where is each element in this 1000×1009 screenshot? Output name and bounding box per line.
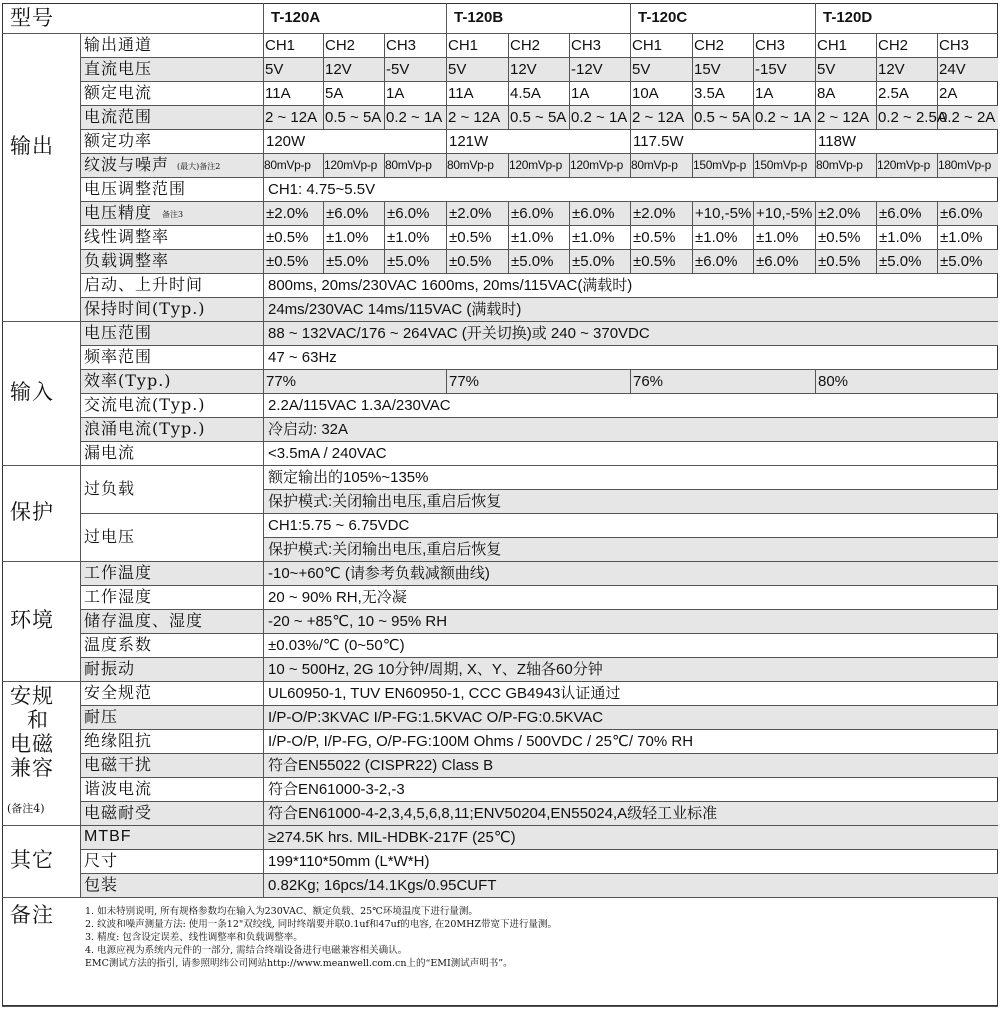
spec-value: 符合EN55022 (CISPR22) Class B bbox=[268, 757, 494, 774]
row-label: 过负载 bbox=[84, 479, 136, 498]
spec-value: 11A bbox=[448, 85, 474, 102]
spec-value: 保护模式:关闭输出电压,重启后恢复 bbox=[268, 493, 502, 510]
spec-value: CH3 bbox=[755, 37, 786, 54]
spec-value: 0.5 ~ 5A bbox=[694, 109, 751, 126]
row-label: 尺寸 bbox=[84, 851, 119, 870]
spec-value: 120mVp-p bbox=[509, 158, 562, 172]
grid-line-h bbox=[80, 297, 998, 298]
row-label: 启动、上升时间 bbox=[84, 275, 204, 294]
row-label: 工作湿度 bbox=[84, 587, 153, 606]
spec-value: ≥274.5K hrs. MIL-HDBK-217F (25℃) bbox=[268, 829, 516, 846]
spec-value: CH1 bbox=[265, 37, 296, 54]
section-label-safety: 和 bbox=[27, 708, 49, 732]
row-label: 温度系数 bbox=[84, 635, 153, 654]
spec-value: 80mVp-p bbox=[816, 158, 863, 172]
row-shading bbox=[80, 417, 998, 441]
row-label: 谐波电流 bbox=[84, 779, 153, 798]
row-label: 储存温度、湿度 bbox=[84, 611, 204, 630]
spec-value: 10 ~ 500Hz, 2G 10分钟/周期, X、Y、Z轴各60分钟 bbox=[268, 661, 603, 678]
grid-line-h bbox=[2, 321, 998, 322]
section-label-output: 输出 bbox=[10, 134, 54, 158]
section-label-safety: 兼容 bbox=[10, 756, 54, 780]
note-ref: (最大)备注2 bbox=[177, 162, 221, 171]
spec-value: 76% bbox=[633, 373, 664, 390]
spec-value: CH2 bbox=[878, 37, 909, 54]
spec-value: CH2 bbox=[510, 37, 541, 54]
spec-value: 117.5W bbox=[633, 133, 684, 150]
spec-value: 199*110*50mm (L*W*H) bbox=[268, 853, 430, 870]
grid-line-h bbox=[80, 201, 998, 202]
spec-value: ±6.0% bbox=[756, 253, 799, 270]
row-label: 耐振动 bbox=[84, 659, 136, 678]
grid-line-v bbox=[508, 201, 509, 273]
spec-value: 1A bbox=[571, 85, 590, 102]
row-label: 效率(Typ.) bbox=[84, 371, 172, 390]
grid-line-v bbox=[692, 33, 693, 129]
row-label: 浪涌电流(Typ.) bbox=[84, 419, 206, 438]
spec-value: 5V bbox=[265, 61, 284, 78]
spec-value: ±0.5% bbox=[633, 253, 676, 270]
spec-value: ±0.5% bbox=[266, 253, 309, 270]
grid-line-h bbox=[80, 177, 998, 178]
spec-value: 24V bbox=[939, 61, 966, 78]
grid-line-h bbox=[80, 57, 998, 58]
spec-value: -15V bbox=[755, 61, 787, 78]
spec-value: CH1:5.75 ~ 6.75VDC bbox=[268, 517, 410, 534]
spec-value: 10A bbox=[632, 85, 659, 102]
model-name: T-120D bbox=[823, 9, 873, 26]
spec-value: 80mVp-p bbox=[447, 158, 494, 172]
spec-value: 150mVp-p bbox=[693, 158, 746, 172]
spec-value: CH3 bbox=[939, 37, 970, 54]
grid-line-v bbox=[446, 369, 447, 393]
spec-value: 额定输出的105%~135% bbox=[268, 469, 429, 486]
spec-value: 0.2 ~ 2.5A bbox=[878, 109, 947, 126]
note-line: 4. 电源应视为系统内元件的一部分, 需结合终端设备进行电磁兼容相关确认。 bbox=[85, 945, 408, 956]
spec-value: I/P-O/P, I/P-FG, O/P-FG:100M Ohms / 500VDC / 25℃/ 70% RH bbox=[268, 733, 694, 750]
row-label: 电压范围 bbox=[84, 323, 153, 342]
row-shading bbox=[80, 825, 998, 849]
grid-line-v bbox=[569, 201, 570, 273]
header-label: 型号 bbox=[10, 6, 54, 30]
note-line: 3. 精度: 包含设定误差、线性调整率和负载调整率。 bbox=[85, 932, 303, 943]
row-label: 线性调整率 bbox=[84, 227, 170, 246]
spec-value: 0.82Kg; 16pcs/14.1Kgs/0.95CUFT bbox=[268, 877, 497, 894]
grid-line-v bbox=[508, 33, 509, 129]
spec-value: ±6.0% bbox=[326, 205, 369, 222]
grid-line-v bbox=[937, 201, 938, 273]
grid-line-v bbox=[753, 33, 754, 129]
spec-value: 冷启动: 32A bbox=[268, 421, 349, 438]
spec-value: 80mVp-p bbox=[264, 158, 311, 172]
spec-value: CH1 bbox=[448, 37, 479, 54]
row-shading bbox=[80, 297, 998, 321]
spec-value: 2.2A/115VAC 1.3A/230VAC bbox=[268, 397, 451, 414]
spec-value: -5V bbox=[386, 61, 410, 78]
row-label: 漏电流 bbox=[84, 443, 136, 462]
grid-line-v bbox=[630, 201, 631, 273]
model-name: T-120A bbox=[271, 9, 321, 26]
spec-value: 120mVp-p bbox=[324, 158, 377, 172]
spec-value: 20 ~ 90% RH,无冷凝 bbox=[268, 589, 407, 606]
row-label: 电流范围 bbox=[84, 107, 153, 126]
spec-value: CH3 bbox=[571, 37, 602, 54]
note-line: EMC测试方法的指引, 请参照明纬公司网站http://www.meanwell.com.cn上的“EMI测试声明书”。 bbox=[85, 958, 513, 969]
spec-value: -10~+60℃ (请参考负载减额曲线) bbox=[268, 565, 490, 582]
row-label: 交流电流(Typ.) bbox=[84, 395, 206, 414]
spec-value: ±6.0% bbox=[387, 205, 430, 222]
row-label: 输出通道 bbox=[84, 35, 153, 54]
grid-line-h bbox=[80, 129, 998, 130]
spec-value: ±5.0% bbox=[940, 253, 983, 270]
spec-value: 符合EN61000-4-2,3,4,5,6,8,11;ENV50204,EN55024,A级轻工业标准 bbox=[268, 805, 718, 822]
grid-line-h bbox=[80, 777, 998, 778]
spec-value: 80mVp-p bbox=[631, 158, 678, 172]
spec-value: ±1.0% bbox=[756, 229, 799, 246]
section-label-safety: 电磁 bbox=[10, 732, 54, 756]
spec-value: ±2.0% bbox=[633, 205, 676, 222]
row-label: 电磁干扰 bbox=[84, 755, 153, 774]
spec-value: 5V bbox=[448, 61, 467, 78]
spec-value: ±2.0% bbox=[266, 205, 309, 222]
row-shading bbox=[80, 873, 998, 897]
spec-value: ±5.0% bbox=[879, 253, 922, 270]
spec-value: ±6.0% bbox=[879, 205, 922, 222]
grid-line-v bbox=[815, 369, 816, 393]
section-label-notes: 备注 bbox=[10, 903, 54, 927]
grid-line-h bbox=[80, 729, 998, 730]
spec-value: +10,-5% bbox=[695, 205, 752, 222]
row-label: 电压精度 bbox=[84, 203, 153, 222]
grid-line-v bbox=[876, 33, 877, 129]
grid-line-h bbox=[80, 33, 998, 34]
grid-line-h bbox=[263, 537, 998, 538]
spec-value: ±1.0% bbox=[511, 229, 554, 246]
grid-line-h bbox=[80, 633, 998, 634]
section-label-safety: 安规 bbox=[10, 684, 54, 708]
row-label: 频率范围 bbox=[84, 347, 153, 366]
spec-value: 120mVp-p bbox=[877, 158, 930, 172]
spec-value: 0.5 ~ 5A bbox=[510, 109, 567, 126]
grid-line-h bbox=[80, 153, 998, 154]
grid-line-v bbox=[753, 201, 754, 273]
spec-value: ±6.0% bbox=[572, 205, 615, 222]
spec-value: 5V bbox=[632, 61, 651, 78]
note-line: 2. 纹波和噪声测量方法: 使用一条12"双绞线, 同时终端要并联0.1uf和47uf的电容, 在20MHZ带宽下进行量测。 bbox=[85, 919, 558, 930]
model-name: T-120C bbox=[638, 9, 688, 26]
spec-value: 1A bbox=[755, 85, 774, 102]
spec-value: ±6.0% bbox=[511, 205, 554, 222]
spec-value: ±5.0% bbox=[387, 253, 430, 270]
spec-value: ±0.5% bbox=[266, 229, 309, 246]
grid-line-v bbox=[815, 201, 816, 273]
grid-line-h bbox=[80, 513, 998, 514]
spec-value: 24ms/230VAC 14ms/115VAC (满载时) bbox=[268, 301, 522, 318]
row-shading bbox=[80, 753, 998, 777]
spec-value: -12V bbox=[571, 61, 603, 78]
grid-line-v bbox=[384, 201, 385, 273]
spec-value: 121W bbox=[449, 133, 489, 150]
grid-line-h bbox=[80, 609, 998, 610]
spec-value: 5V bbox=[817, 61, 836, 78]
grid-line-h bbox=[80, 801, 998, 802]
spec-value: ±0.5% bbox=[633, 229, 676, 246]
grid-line-h bbox=[80, 369, 998, 370]
row-label: 工作温度 bbox=[84, 563, 153, 582]
grid-line-v bbox=[692, 201, 693, 273]
spec-value: CH2 bbox=[694, 37, 725, 54]
row-label: 过电压 bbox=[84, 527, 136, 546]
spec-value: ±0.5% bbox=[818, 229, 861, 246]
grid-line-h bbox=[2, 1006, 998, 1007]
spec-value: +10,-5% bbox=[756, 205, 813, 222]
spec-value: 1A bbox=[386, 85, 405, 102]
grid-line-v bbox=[569, 33, 570, 129]
spec-value: 120mVp-p bbox=[570, 158, 623, 172]
grid-line-v bbox=[263, 3, 264, 897]
grid-line-h bbox=[80, 657, 998, 658]
spec-value: ±5.0% bbox=[511, 253, 554, 270]
spec-value: I/P-O/P:3KVAC I/P-FG:1.5KVAC O/P-FG:0.5KVAC bbox=[268, 709, 604, 726]
grid-line-v bbox=[323, 33, 324, 129]
spec-value: 800ms, 20ms/230VAC 1600ms, 20ms/115VAC(满载时) bbox=[268, 277, 633, 294]
spec-value: ±5.0% bbox=[326, 253, 369, 270]
spec-value: 12V bbox=[510, 61, 537, 78]
spec-value: 120W bbox=[266, 133, 306, 150]
spec-value: ±1.0% bbox=[879, 229, 922, 246]
row-label: 额定功率 bbox=[84, 131, 153, 150]
section-label-environment: 环境 bbox=[10, 608, 54, 632]
spec-value: 11A bbox=[265, 85, 291, 102]
spec-value: 77% bbox=[266, 373, 297, 390]
row-shading bbox=[80, 369, 998, 393]
spec-value: ±1.0% bbox=[695, 229, 738, 246]
spec-value: 47 ~ 63Hz bbox=[268, 349, 337, 366]
grid-line-h bbox=[2, 681, 998, 682]
spec-value: ±1.0% bbox=[387, 229, 430, 246]
row-label: MTBF bbox=[84, 828, 132, 845]
spec-value: CH1 bbox=[632, 37, 663, 54]
spec-value: CH2 bbox=[325, 37, 356, 54]
grid-line-h bbox=[80, 345, 998, 346]
spec-value: 5A bbox=[325, 85, 344, 102]
spec-value: 0.5 ~ 5A bbox=[325, 109, 382, 126]
row-shading bbox=[80, 57, 998, 81]
spec-value: 180mVp-p bbox=[938, 158, 991, 172]
spec-value: 保护模式:关闭输出电压,重启后恢复 bbox=[268, 541, 502, 558]
spec-value: 150mVp-p bbox=[754, 158, 807, 172]
grid-line-h bbox=[80, 105, 998, 106]
spec-value: ±1.0% bbox=[572, 229, 615, 246]
spec-value: ±0.5% bbox=[449, 229, 492, 246]
row-shading bbox=[80, 609, 998, 633]
grid-line-v bbox=[446, 129, 447, 153]
spec-value: <3.5mA / 240VAC bbox=[268, 445, 387, 462]
grid-line-v bbox=[630, 369, 631, 393]
spec-value: ±6.0% bbox=[940, 205, 983, 222]
grid-line-h bbox=[80, 585, 998, 586]
spec-value: 12V bbox=[878, 61, 905, 78]
spec-value: 0.2 ~ 1A bbox=[571, 109, 628, 126]
note-ref: 备注3 bbox=[162, 210, 184, 219]
spec-value: 2 ~ 12A bbox=[632, 109, 685, 126]
row-label: 耐压 bbox=[84, 707, 119, 726]
spec-value: 80mVp-p bbox=[385, 158, 432, 172]
spec-value: CH1 bbox=[817, 37, 848, 54]
spec-value: 2.5A bbox=[878, 85, 909, 102]
row-label: 额定电流 bbox=[84, 83, 153, 102]
spec-value: 3.5A bbox=[694, 85, 725, 102]
row-label: 负载调整率 bbox=[84, 251, 170, 270]
note-ref: (备注4) bbox=[7, 802, 45, 815]
spec-value: -20 ~ +85℃, 10 ~ 95% RH bbox=[268, 613, 448, 630]
spec-value: 8A bbox=[817, 85, 836, 102]
row-label: 电压调整范围 bbox=[84, 179, 187, 198]
grid-line-h bbox=[80, 81, 998, 82]
note-line: 1. 如未特别说明, 所有规格参数均在输入为230VAC、额定负载、25℃环境温度下进行量测。 bbox=[85, 906, 478, 917]
spec-value: ±0.5% bbox=[818, 253, 861, 270]
spec-value: 77% bbox=[449, 373, 480, 390]
section-label-input: 输入 bbox=[10, 380, 54, 404]
spec-value: 0.2 ~ 1A bbox=[755, 109, 812, 126]
grid-line-h bbox=[80, 753, 998, 754]
grid-line-h bbox=[2, 825, 998, 826]
spec-value: 0.2 ~ 2A bbox=[939, 109, 996, 126]
spec-value: 15V bbox=[694, 61, 721, 78]
spec-value: ±5.0% bbox=[572, 253, 615, 270]
grid-line-v bbox=[630, 129, 631, 153]
model-name: T-120B bbox=[454, 9, 504, 26]
grid-line-h bbox=[80, 393, 998, 394]
row-label: 直流电压 bbox=[84, 59, 153, 78]
spec-value: 4.5A bbox=[510, 85, 541, 102]
spec-value: ±0.5% bbox=[449, 253, 492, 270]
grid-line-h bbox=[80, 273, 998, 274]
grid-line-h bbox=[2, 465, 998, 466]
row-label: 安全规范 bbox=[84, 683, 153, 702]
spec-value: 符合EN61000-3-2,-3 bbox=[268, 781, 405, 798]
row-label: 绝缘阻抗 bbox=[84, 731, 153, 750]
spec-value: 2 ~ 12A bbox=[448, 109, 501, 126]
row-label: 电磁耐受 bbox=[84, 803, 153, 822]
spec-value: CH3 bbox=[386, 37, 417, 54]
grid-line-v bbox=[80, 33, 81, 897]
spec-value: 2 ~ 12A bbox=[265, 109, 318, 126]
spec-value: 0.2 ~ 1A bbox=[386, 109, 443, 126]
grid-line-h bbox=[2, 897, 998, 898]
spec-value: 118W bbox=[818, 133, 857, 150]
spec-value: ±1.0% bbox=[326, 229, 369, 246]
spec-value: ±2.0% bbox=[818, 205, 861, 222]
grid-line-h bbox=[80, 249, 998, 250]
grid-line-h bbox=[263, 489, 998, 490]
spec-value: CH1: 4.75~5.5V bbox=[268, 181, 376, 198]
grid-line-h bbox=[80, 225, 998, 226]
grid-line-v bbox=[876, 201, 877, 273]
spec-value: ±6.0% bbox=[695, 253, 738, 270]
spec-value: 88 ~ 132VAC/176 ~ 264VAC (开关切换)或 240 ~ 370VDC bbox=[268, 325, 650, 342]
spec-value: ±1.0% bbox=[940, 229, 983, 246]
grid-line-v bbox=[446, 201, 447, 273]
grid-line-v bbox=[384, 33, 385, 129]
spec-value: 80% bbox=[818, 373, 849, 390]
grid-line-h bbox=[80, 705, 998, 706]
spec-value: 2A bbox=[939, 85, 958, 102]
spec-value: ±0.03%/℃ (0~50℃) bbox=[268, 637, 405, 654]
row-shading bbox=[80, 561, 998, 585]
spec-value: UL60950-1, TUV EN60950-1, CCC GB4943认证通过 bbox=[268, 685, 621, 702]
grid-line-h bbox=[80, 873, 998, 874]
grid-line-v bbox=[815, 129, 816, 153]
grid-line-h bbox=[80, 849, 998, 850]
grid-line-h bbox=[2, 561, 998, 562]
section-label-protection: 保护 bbox=[10, 500, 54, 524]
spec-value: ±2.0% bbox=[449, 205, 492, 222]
spec-value: 12V bbox=[325, 61, 352, 78]
row-label: 保持时间(Typ.) bbox=[84, 299, 206, 318]
row-label: 包装 bbox=[84, 875, 119, 894]
spec-value: 2 ~ 12A bbox=[817, 109, 870, 126]
grid-line-h bbox=[80, 417, 998, 418]
section-label-others: 其它 bbox=[10, 848, 54, 872]
row-label: 纹波与噪声 bbox=[84, 155, 170, 174]
grid-line-v bbox=[323, 201, 324, 273]
grid-line-h bbox=[80, 441, 998, 442]
